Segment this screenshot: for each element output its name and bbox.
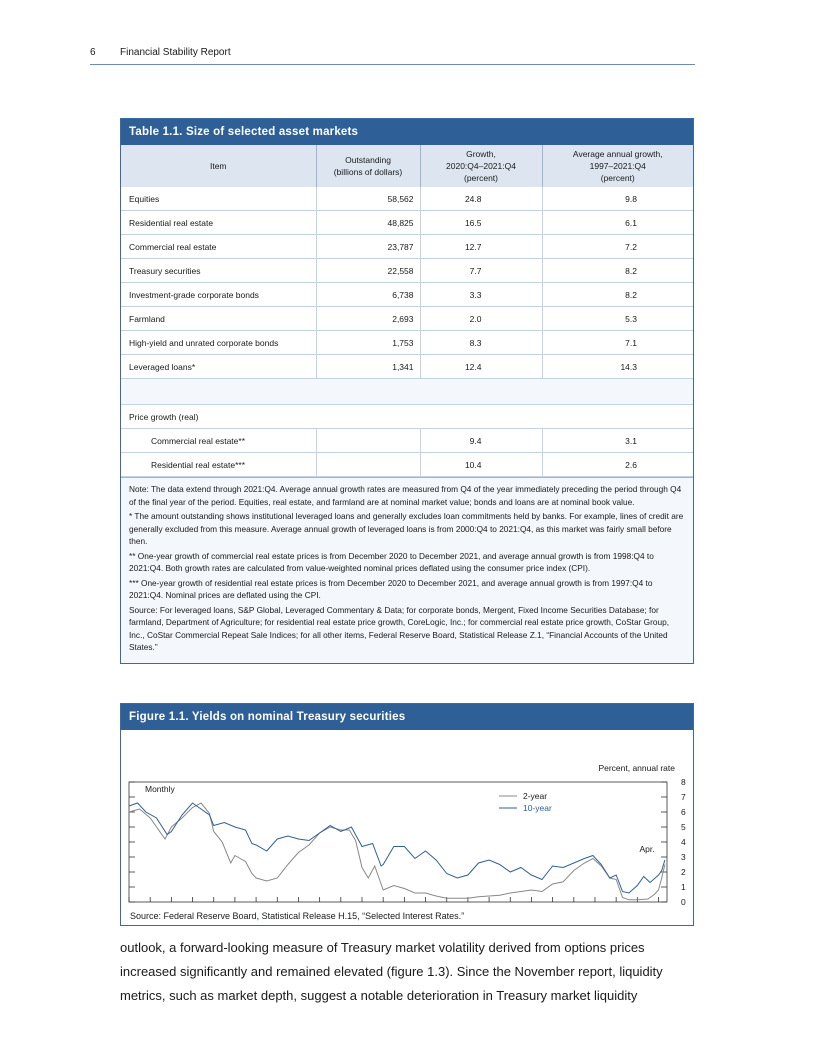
cell-outstanding: 2,693 — [316, 307, 420, 331]
cell-avg: 14.3 — [542, 355, 693, 379]
plot-frame — [129, 782, 667, 902]
cell-item: Commercial real estate** — [121, 429, 316, 453]
table-row — [121, 187, 693, 211]
cell-item: High-yield and unrated corporate bonds — [121, 331, 316, 355]
figure-title: Figure 1.1. Yields on nominal Treasury securities — [121, 704, 693, 730]
body-line: metrics, such as market depth, suggest a notable deterioration in Treasury market liquidity — [120, 988, 638, 1003]
note-rre: *** One-year growth of residential real estate prices is from December 2020 to December 2021, and average annual growth is from 1997:Q4 to 2021:Q4. Nominal prices are deflated using the CPI. — [129, 577, 653, 600]
cell-item: Treasury securities — [121, 259, 316, 283]
table-spacer-row — [121, 379, 693, 405]
cell-growth: 8.3 — [420, 331, 542, 355]
y-tick-label: 0 — [681, 897, 686, 907]
cell-growth: 12.4 — [420, 355, 542, 379]
cell-item: Commercial real estate — [121, 235, 316, 259]
cell-item: Residential real estate — [121, 211, 316, 235]
cell-outstanding: 48,825 — [316, 211, 420, 235]
cell-growth: 24.8 — [420, 187, 542, 211]
asset-markets-table — [121, 145, 693, 477]
body-line: outlook, a forward-looking measure of Treasury market volatility derived from options prices — [120, 940, 645, 955]
cell-outstanding: 6,738 — [316, 283, 420, 307]
cell-item: Leveraged loans* — [121, 355, 316, 379]
cell-growth: 12.7 — [420, 235, 542, 259]
figure-source: Source: Federal Reserve Board, Statistical Release H.15, “Selected Interest Rates.” — [130, 911, 465, 921]
table-row — [121, 331, 693, 355]
figure-box — [120, 703, 694, 926]
cell-item: Farmland — [121, 307, 316, 331]
table-row — [121, 307, 693, 331]
note-general: Note: The data extend through 2021:Q4. Average annual growth rates are measured from Q4 of the year immediately preceding the period through Q4 of the final year of the period. Equities, real estate, and farmland are at nominal market value; bonds and loans are at nominal book value. — [129, 484, 682, 507]
cell-growth: 9.4 — [420, 429, 542, 453]
cell-item: Equities — [121, 187, 316, 211]
series-10yr-line — [129, 803, 665, 893]
cell-avg: 2.6 — [542, 453, 693, 477]
col-outstanding: Outstanding (billions of dollars) — [316, 145, 420, 187]
table-row — [121, 259, 693, 283]
cell-avg: 5.3 — [542, 307, 693, 331]
cell-avg: 3.1 — [542, 429, 693, 453]
series-2yr-line — [129, 803, 665, 900]
note-leveraged: * The amount outstanding shows institutional leveraged loans and generally excludes loan commitments held by banks. For example, lines of credit are generally excluded from this measure. Average annual growth of leveraged loans is from 2000:Q4 to 2021:Q4, as this market was fairly small before then. — [129, 511, 684, 546]
cell-growth: 16.5 — [420, 211, 542, 235]
y-tick-label: 3 — [681, 852, 686, 862]
y-axis-label: Percent, annual rate — [598, 763, 675, 773]
table-row — [121, 235, 693, 259]
y-tick-label: 5 — [681, 822, 686, 832]
y-tick-label: 8 — [681, 777, 686, 787]
cell-growth: 10.4 — [420, 453, 542, 477]
legend-2yr-label: 2-year — [523, 791, 548, 801]
body-paragraph — [120, 936, 700, 1008]
cell-growth: 7.7 — [420, 259, 542, 283]
table-row — [121, 211, 693, 235]
cell-avg: 7.1 — [542, 331, 693, 355]
cell-avg: 9.8 — [542, 187, 693, 211]
frequency-label: Monthly — [145, 784, 175, 794]
body-line: increased significantly and remained elevated (figure 1.3). Since the November report, liquidity — [120, 964, 663, 979]
table-row — [121, 453, 693, 477]
y-tick-label: 6 — [681, 807, 686, 817]
cell-avg: 7.2 — [542, 235, 693, 259]
table-row — [121, 429, 693, 453]
cell-avg: 8.2 — [542, 283, 693, 307]
yield-chart — [121, 730, 693, 910]
table-row — [121, 405, 693, 429]
y-tick-label: 7 — [681, 792, 686, 802]
table-notes — [121, 477, 693, 663]
cell-item: Residential real estate*** — [121, 453, 316, 477]
table-title: Table 1.1. Size of selected asset markets — [121, 119, 693, 145]
note-cre: ** One-year growth of commercial real estate prices is from December 2020 to December 2021, and average annual growth is from 1998:Q4 to 2021:Q4. Both growth rates are calculated from value-weighted nominal prices deflated using the consumer price index (CPI). — [129, 550, 654, 573]
table-header-row — [121, 145, 693, 187]
cell-outstanding: 1,341 — [316, 355, 420, 379]
page-number: 6 — [90, 47, 96, 58]
cell-outstanding: 23,787 — [316, 235, 420, 259]
y-tick-label: 4 — [681, 837, 686, 847]
col-growth: Growth, 2020:Q4–2021:Q4 (percent) — [420, 145, 542, 187]
price-growth-label: Price growth (real) — [121, 405, 693, 429]
cell-item: Investment-grade corporate bonds — [121, 283, 316, 307]
table-box — [120, 118, 694, 664]
y-tick-label: 2 — [681, 867, 686, 877]
report-title: Financial Stability Report — [120, 47, 231, 58]
cell-outstanding: 1,753 — [316, 331, 420, 355]
y-tick-label: 1 — [681, 882, 686, 892]
cell-growth: 2.0 — [420, 307, 542, 331]
legend-10yr-label: 10-year — [523, 803, 552, 813]
col-item: Item — [121, 145, 316, 187]
table-row — [121, 355, 693, 379]
col-avg-growth: Average annual growth, 1997–2021:Q4 (percent) — [542, 145, 693, 187]
cell-outstanding: 58,562 — [316, 187, 420, 211]
table-row — [121, 283, 693, 307]
cell-avg: 6.1 — [542, 211, 693, 235]
cell-outstanding: 22,558 — [316, 259, 420, 283]
note-source: Source: For leveraged loans, S&P Global, Leveraged Commentary & Data; for corporate bonds, Mergent, Fixed Income Securities Database; for farmland, Department of Agriculture; for residential real estate price growth, CoreLogic, Inc.; for commercial real estate price growth, CoStar Group, Inc., CoStar Commercial Repeat Sale Indices; for all other items, Federal Reserve Board, Statistical Release Z.1, “Financial Accounts of the United States.” — [129, 604, 669, 652]
body-text — [120, 936, 700, 1008]
chart-area — [121, 730, 693, 925]
apr-annotation: Apr. — [639, 843, 655, 854]
page-header — [90, 44, 695, 65]
cell-growth: 3.3 — [420, 283, 542, 307]
cell-avg: 8.2 — [542, 259, 693, 283]
